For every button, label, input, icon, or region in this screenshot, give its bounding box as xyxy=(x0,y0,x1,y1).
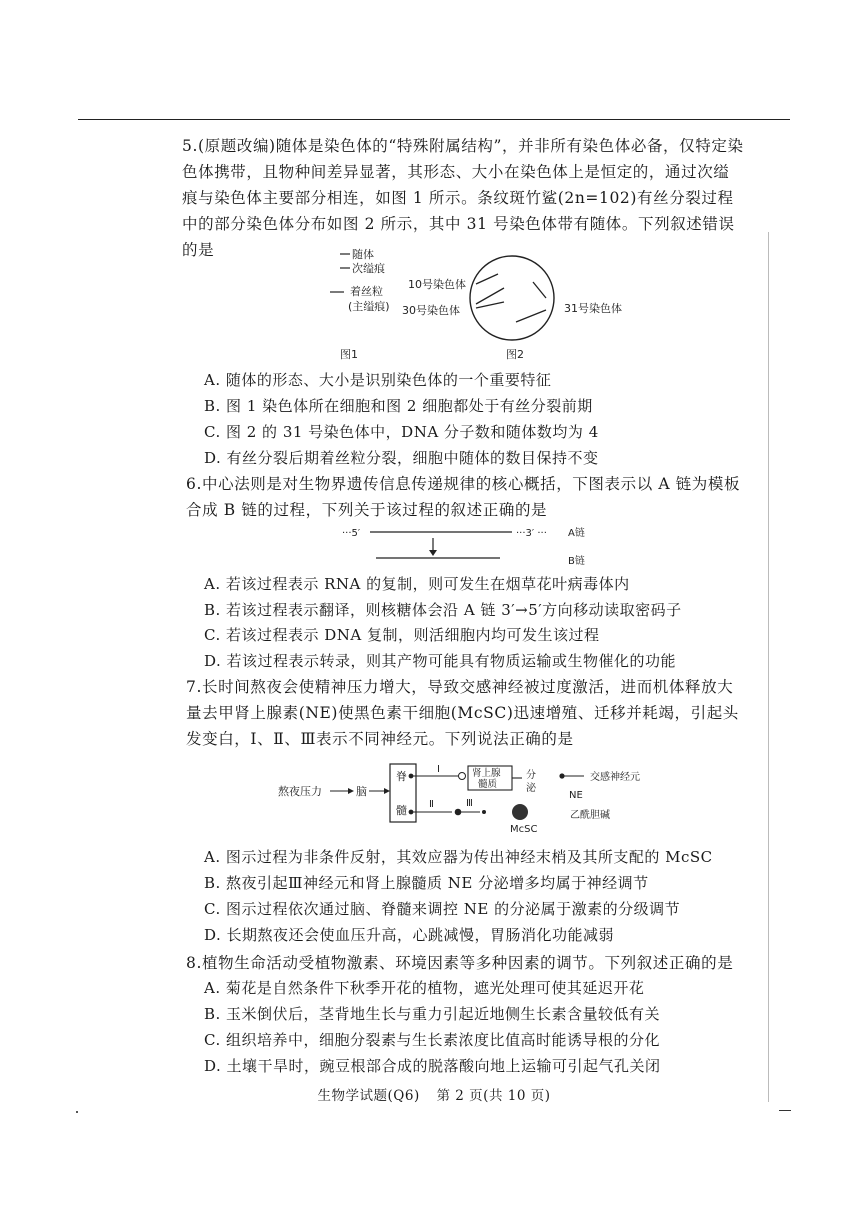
label-stress: 熬夜压力 xyxy=(278,785,322,798)
q8-option-b: B. 玉米倒伏后，茎背地生长与重力引起近地侧生长素含量较低有关 xyxy=(204,1005,661,1023)
label-satellite: 随体 xyxy=(352,248,374,261)
label-secondary-constriction: 次缢痕 xyxy=(352,262,385,275)
label-neuron-1: Ⅰ xyxy=(437,764,440,775)
question-text: (原题改编)随体是染色体的“特殊附属结构”，并非所有染色体必备，仅特定染色体携带，且物种间差异显著，其形态、大小在染色体上是恒定的，通过次缢痕与染色体主要部分相连，如图 1 所示。条纹斑竹鲨(2n=102)有丝分裂过程中的部分染色体分布如图 2 所示，其中 31 号染色体带有随体。下列叙述错误的是 xyxy=(182,137,744,259)
q6-figure xyxy=(340,524,600,570)
label-centromere: 着丝粒 xyxy=(350,285,383,298)
label-primary-constriction: (主缢痕) xyxy=(348,300,390,313)
question-6-stem xyxy=(186,471,744,523)
legend-ne-label: NE xyxy=(569,790,583,801)
q7-option-d: D. 长期熬夜还会使血压升高，心跳减慢，胃肠消化功能减弱 xyxy=(204,926,615,944)
q7-option-b: B. 熬夜引起Ⅲ神经元和肾上腺髓质 NE 分泌增多均属于神经调节 xyxy=(204,874,649,892)
cell-circle xyxy=(470,256,554,340)
question-text: 植物生命活动受植物激素、环境因素等多种因素的调节。下列叙述正确的是 xyxy=(202,954,734,972)
q8-option-d: D. 土壤干旱时，豌豆根部合成的脱落酸向地上运输可引起气孔关闭 xyxy=(204,1057,661,1075)
chromosome-10 xyxy=(476,274,498,284)
synthesis-arrowhead xyxy=(429,550,437,556)
label-neuron-3: Ⅲ xyxy=(466,798,473,809)
question-number: 8. xyxy=(186,954,202,972)
label-chromosome-31: 31号染色体 xyxy=(564,302,622,315)
q5-option-d: D. 有丝分裂后期着丝粒分裂，细胞中随体的数目保持不变 xyxy=(204,449,599,467)
label-secrete-2: 泌 xyxy=(526,783,536,794)
margin-rule xyxy=(768,232,769,1102)
label-adrenal-2: 髓质 xyxy=(478,779,498,790)
legend-sympathetic-label: 交感神经元 xyxy=(590,772,640,783)
q5-option-b: B. 图 1 染色体所在细胞和图 2 细胞都处于有丝分裂前期 xyxy=(204,397,593,415)
q6-option-d: D. 若该过程表示转录，则其产物可能具有物质运输或生物催化的功能 xyxy=(204,652,677,670)
chromosome-31-a xyxy=(533,282,546,298)
chromosome-30-b xyxy=(476,302,504,308)
q6-option-c: C. 若该过程表示 DNA 复制，则活细胞内均可发生该过程 xyxy=(204,626,600,644)
question-text: 长时间熬夜会使精神压力增大，导致交感神经被过度激活，进而机体释放大量去甲肾上腺素(NE)使黑色素干细胞(McSC)迅速增殖、迁移并耗竭，引起头发变白，Ⅰ、Ⅱ、Ⅲ表示不同神经元。下列说法正确的是 xyxy=(186,678,739,748)
chain-a-3prime: ···3′ ··· xyxy=(516,528,547,539)
q7-figure xyxy=(272,760,732,840)
footer-subject: 生物学试题(Q6) xyxy=(317,1088,420,1104)
q5-option-c: C. 图 2 的 31 号染色体中，DNA 分子数和随体数均为 4 xyxy=(204,423,599,441)
corner-dot xyxy=(76,1111,78,1113)
chain-a-5prime: ···5′ xyxy=(342,528,361,539)
question-7-stem xyxy=(186,674,744,752)
q8-option-c: C. 组织培养中，细胞分裂素与生长素浓度比值高时能诱导根的分化 xyxy=(204,1031,660,1049)
label-mcsc: McSC xyxy=(510,824,538,835)
label-secrete-1: 分 xyxy=(526,770,536,781)
q7-option-a: A. 图示过程为非条件反射，其效应器为传出神经末梢及其所支配的 McSC xyxy=(204,848,713,866)
mcsc-cell xyxy=(512,804,528,820)
q8-option-a: A. 菊花是自然条件下秋季开花的植物，遮光处理可使其延迟开花 xyxy=(204,979,645,997)
question-number: 7. xyxy=(186,678,202,696)
stress-arrowhead xyxy=(348,788,354,794)
label-spine-top: 脊 xyxy=(396,770,407,783)
figure-2-caption: 图2 xyxy=(506,348,524,361)
label-chain-a: A链 xyxy=(568,528,585,539)
question-number: 5. xyxy=(182,137,198,155)
question-number: 6. xyxy=(186,475,202,493)
header-rule xyxy=(78,119,790,120)
footer-page-number: 第 2 页(共 10 页) xyxy=(436,1088,551,1104)
question-8-stem xyxy=(186,950,744,976)
label-neuron-2: Ⅱ xyxy=(429,799,434,810)
label-chromosome-10: 10号染色体 xyxy=(408,278,466,291)
q5-figure xyxy=(300,240,660,365)
legend-ach-label: 乙酰胆碱 xyxy=(570,810,610,821)
corner-mark xyxy=(779,1110,791,1111)
label-adrenal-1: 肾上腺 xyxy=(472,768,501,779)
page-footer xyxy=(0,1084,868,1104)
q6-option-b: B. 若该过程表示翻译，则核糖体会沿 A 链 3′→5′方向移动读取密码子 xyxy=(204,601,682,619)
label-chain-b: B链 xyxy=(568,556,585,567)
label-brain: 脑 xyxy=(356,785,367,798)
label-spine-bottom: 髓 xyxy=(396,804,407,817)
q7-option-c: C. 图示过程依次通过脑、脊髓来调控 NE 的分泌属于激素的分级调节 xyxy=(204,900,681,918)
figure-1-caption: 图1 xyxy=(340,348,358,361)
label-chromosome-30: 30号染色体 xyxy=(402,304,460,317)
chromosome-31-b xyxy=(516,310,546,322)
brain-arrowhead xyxy=(384,788,390,794)
q5-option-a: A. 随体的形态、大小是识别染色体的一个重要特征 xyxy=(204,371,552,389)
chromosome-30-a xyxy=(476,288,504,304)
neuron-3-terminal xyxy=(482,810,486,814)
q6-option-a: A. 若该过程表示 RNA 的复制，则可发生在烟草花叶病毒体内 xyxy=(204,575,630,593)
question-text: 中心法则是对生物界遗传信息传递规律的核心概括，下图表示以 A 链为模板合成 B 链的过程，下列关于该过程的叙述正确的是 xyxy=(186,475,741,519)
neuron-1-terminal xyxy=(459,773,466,780)
